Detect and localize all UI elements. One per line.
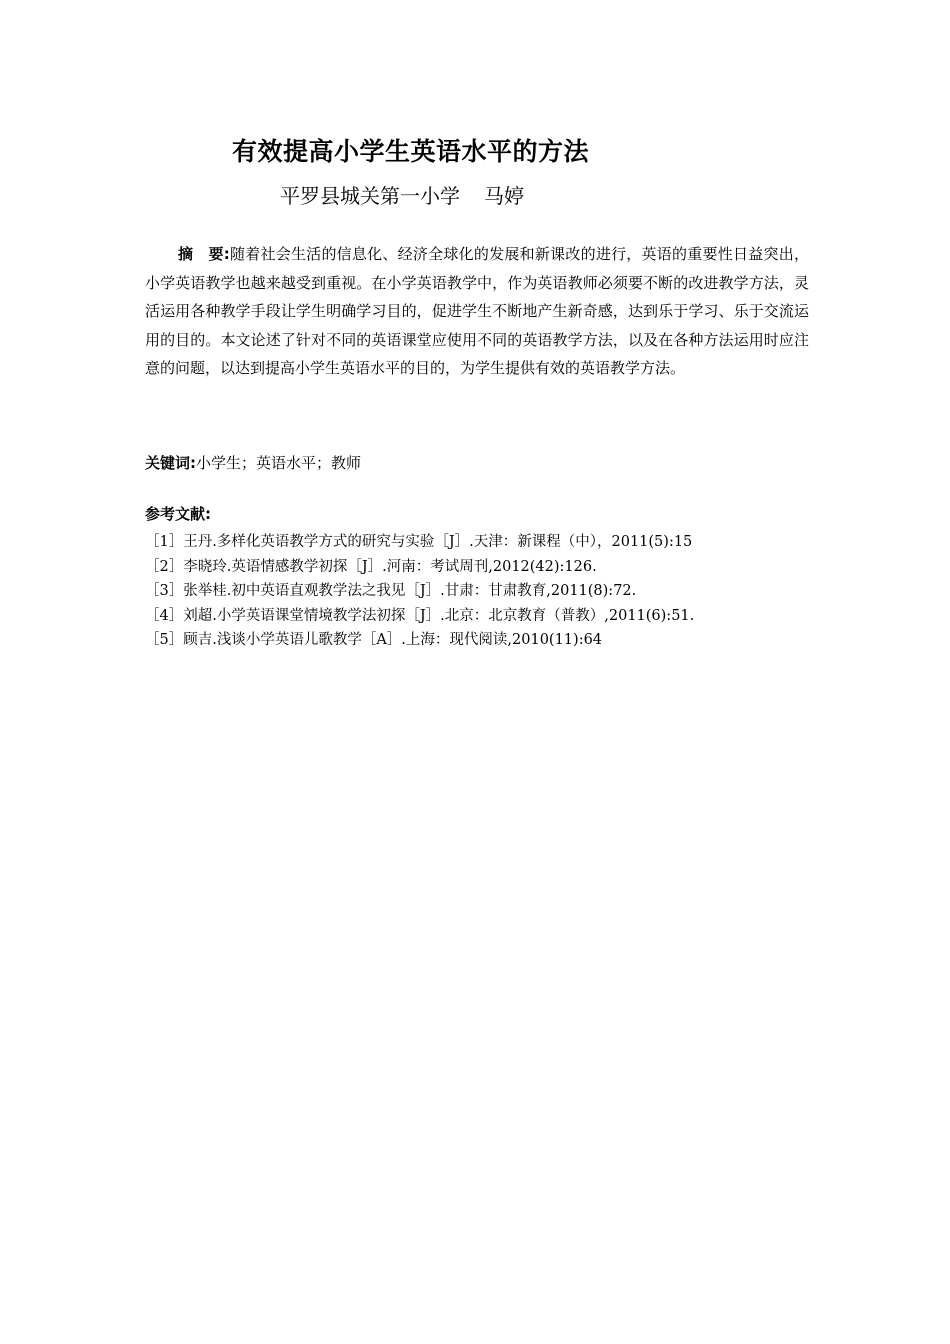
reference-item: ［2］李晓玲.英语情感教学初探［J］.河南：考试周刊,2012(42):126. (145, 558, 597, 575)
keywords-text: 小学生；英语水平；教师 (196, 454, 362, 472)
references-heading: 参考文献: (145, 505, 211, 523)
keywords-line (145, 452, 361, 473)
reference-item: ［5］顾吉.浅谈小学英语儿歌教学［A］.上海：现代阅读,2010(11):64 (145, 632, 603, 648)
author-affiliation: 平罗县城关第一小学 (280, 184, 460, 208)
abstract-text: 随着社会生活的信息化、经济全球化的发展和新课改的进行，英语的重要性日益突出，小学英语教学也越来越受到重视。在小学英语教学中，作为英语教师必须要不断的改进教学方法，灵活运用各种教学手段让学生明确学习目的，促进学生不断地产生新奇感，达到乐于学习、乐于交流运用的目的。本文论述了针对不同的英语课堂应使用不同的英语教学方法，以及在各种方法运用时应注意的问题，以达到提高小学生英语水平的目的，为学生提供有效的英语教学方法。 (145, 245, 809, 377)
abstract-label: 摘 要: (178, 245, 230, 263)
author-line (280, 180, 524, 209)
references-list (145, 530, 694, 653)
reference-item: ［1］王丹.多样化英语教学方式的研究与实验［J］.天津：新课程（中），2011(5):15 (145, 534, 693, 550)
abstract-paragraph (145, 240, 809, 383)
paper-title: 有效提高小学生英语水平的方法 (232, 137, 590, 166)
keywords-label: 关键词: (145, 454, 196, 472)
reference-item: ［4］刘超.小学英语课堂情境教学法初探［J］.北京：北京教育（普教）,2011(6):51. (145, 607, 695, 624)
author-name: 马婷 (484, 184, 524, 208)
reference-item: ［3］张举桂.初中英语直观教学法之我见［J］.甘肃：甘肃教育,2011(8):72. (145, 583, 637, 599)
